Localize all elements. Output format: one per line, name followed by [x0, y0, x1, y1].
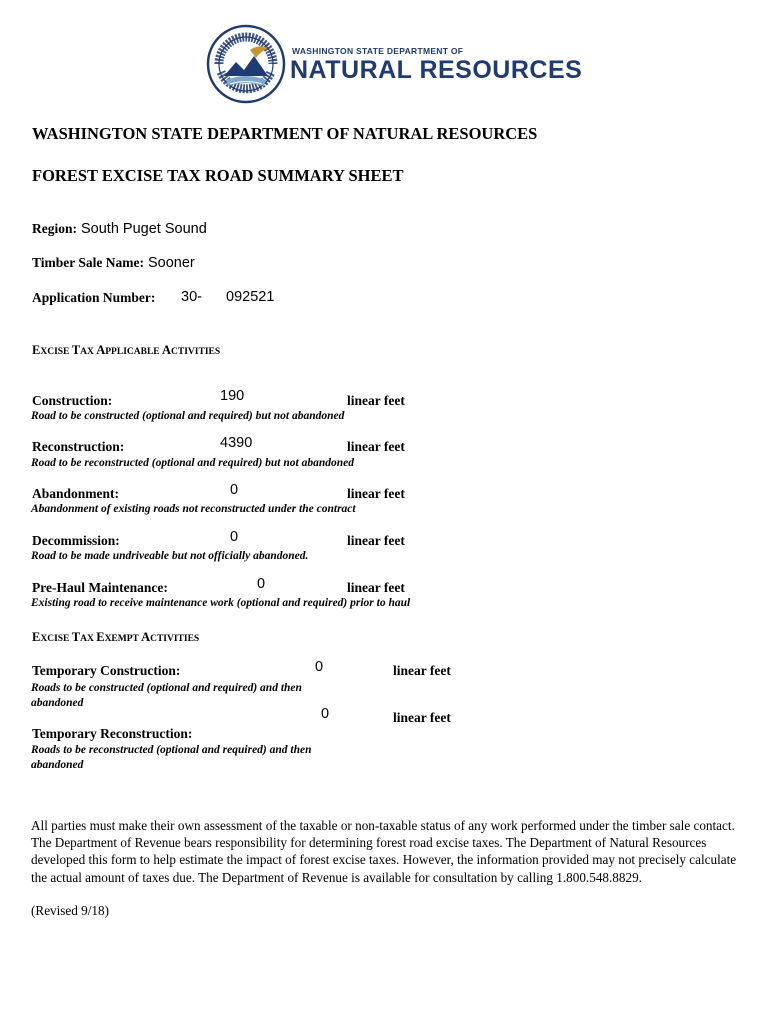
agency-title: WASHINGTON STATE DEPARTMENT OF NATURAL RESOURCES	[32, 124, 538, 143]
abandonment-label: Abandonment:	[32, 486, 120, 501]
temporary-reconstruction-label: Temporary Reconstruction:	[32, 726, 193, 741]
temporary-construction-description: Roads to be constructed (optional and required) and then abandoned	[31, 682, 302, 709]
application-number-label: Application Number:	[32, 290, 156, 305]
decommission-unit: linear feet	[347, 533, 405, 548]
dnr-seal-logo	[206, 24, 286, 104]
logo-agency-line: WASHINGTON STATE DEPARTMENT OF	[292, 46, 464, 56]
region-row	[32, 220, 207, 238]
logo-wordmark: NATURAL RESOURCES	[290, 56, 583, 84]
sale-name-row	[32, 254, 195, 272]
pre-haul-maintenance-value[interactable]: 0	[257, 576, 266, 592]
temporary-reconstruction-unit: linear feet	[393, 710, 451, 725]
pre-haul-maintenance-description: Existing road to receive maintenance work (optional and required) prior to haul	[31, 597, 411, 609]
sale-name-label: Timber Sale Name:	[32, 255, 144, 270]
decommission-description: Road to be made undriveable but not officially abandoned.	[31, 550, 309, 562]
reconstruction-unit: linear feet	[347, 439, 405, 454]
sale-name-value[interactable]: Sooner	[148, 255, 195, 271]
construction-unit: linear feet	[347, 393, 405, 408]
abandonment-description: Abandonment of existing roads not reconstructed under the contract	[31, 503, 356, 515]
construction-description: Road to be constructed (optional and required) but not abandoned	[31, 410, 345, 422]
reconstruction-value[interactable]: 4390	[220, 435, 253, 451]
disclaimer-paragraph: All parties must make their own assessment of the taxable or non-taxable status of any work performed under the timber sale contact. The Department of Revenue bears responsibility for determining forest road excise taxes. The Department of Natural Resources developed this form to help estimate the impact of forest excise taxes. However, the information provided may not precisely calculate the actual amount of taxes due. The Department of Revenue is available for consultation by calling 1.800.548.8829.	[31, 818, 737, 885]
region-label: Region:	[32, 221, 77, 236]
form-title: FOREST EXCISE TAX ROAD SUMMARY SHEET	[32, 166, 404, 185]
region-value[interactable]: South Puget Sound	[81, 221, 207, 237]
decommission-label: Decommission:	[32, 533, 120, 548]
decommission-value[interactable]: 0	[230, 529, 239, 545]
pre-haul-maintenance-unit: linear feet	[347, 580, 405, 595]
temporary-construction-label: Temporary Construction:	[32, 663, 181, 678]
temporary-reconstruction-description: Roads to be reconstructed (optional and required) and then abandoned	[31, 744, 312, 771]
exempt-activities-heading: EXCISE TAX EXEMPT ACTIVITIES	[32, 630, 200, 644]
applicable-activities-heading: EXCISE TAX APPLICABLE ACTIVITIES	[32, 343, 221, 357]
reconstruction-label: Reconstruction:	[32, 439, 125, 454]
pre-haul-maintenance-label: Pre-Haul Maintenance:	[32, 580, 168, 595]
construction-value[interactable]: 190	[220, 388, 245, 404]
application-number-value[interactable]: 092521	[226, 289, 275, 305]
abandonment-unit: linear feet	[347, 486, 405, 501]
temporary-construction-unit: linear feet	[393, 663, 451, 678]
application-prefix-value[interactable]: 30-	[181, 289, 202, 305]
reconstruction-description: Road to be reconstructed (optional and required) but not abandoned	[31, 457, 354, 469]
abandonment-value[interactable]: 0	[230, 482, 239, 498]
temporary-construction-value[interactable]: 0	[315, 659, 324, 675]
temporary-reconstruction-value[interactable]: 0	[321, 706, 330, 722]
construction-label: Construction:	[32, 393, 113, 408]
revision-date: (Revised 9/18)	[31, 903, 110, 918]
